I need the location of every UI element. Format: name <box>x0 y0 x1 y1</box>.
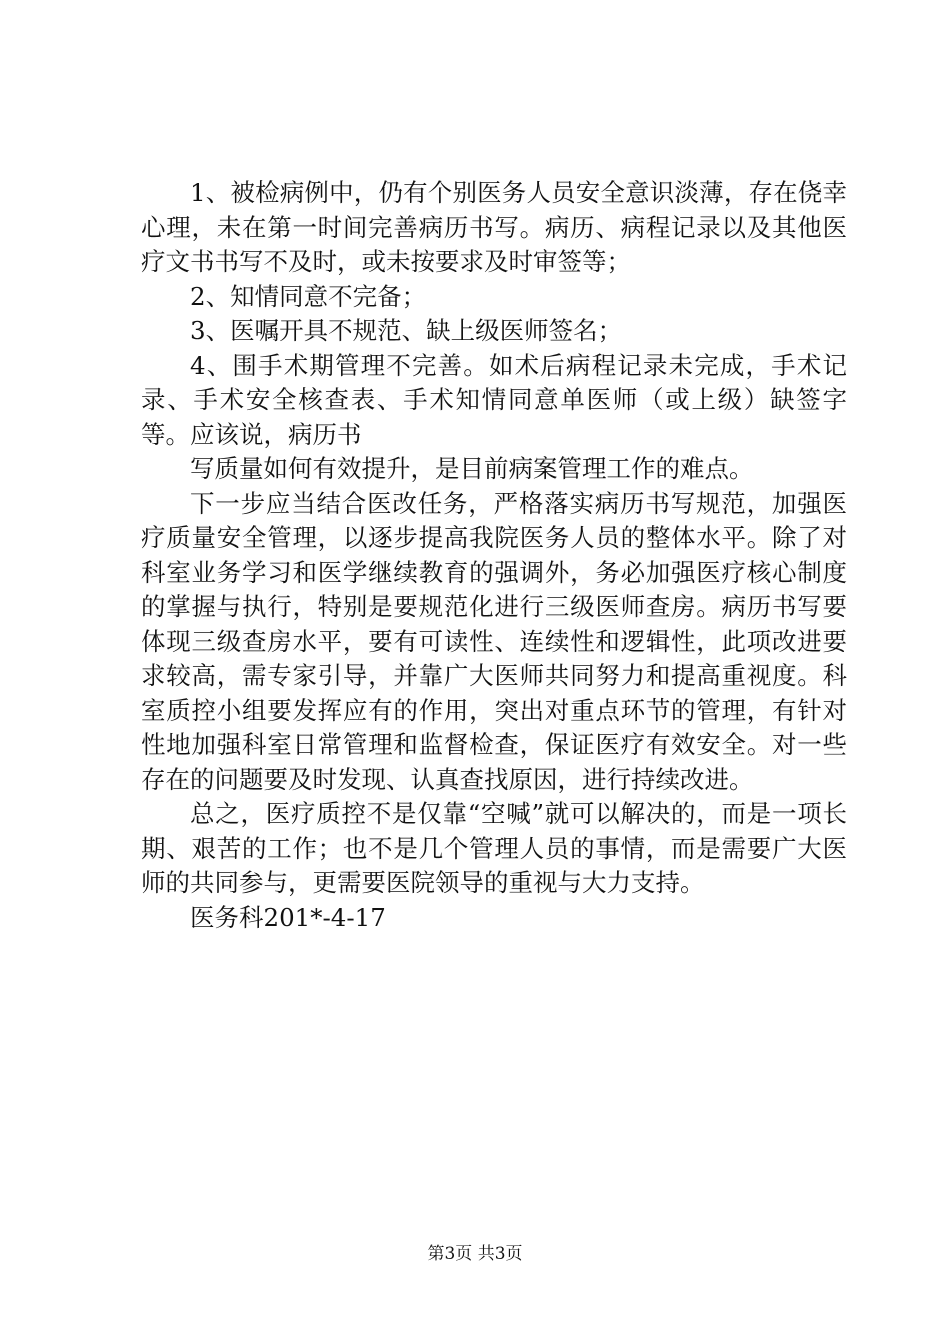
paragraph-next-steps: 下一步应当结合医改任务，严格落实病历书写规范，加强医疗质量安全管理，以逐步提高我院医务人员的整体水平。除了对科室业务学习和医学继续教育的强调外，务必加强医疗核心制度的掌握与执行，特别是要规范化进行三级医师查房。病历书写要体现三级查房水平，要有可读性、连续性和逻辑性，此项改进要求较高，需专家引导，并靠广大医师共同努力和提高重视度。科室质控小组要发挥应有的作用，突出对重点环节的管理，有针对性地加强科室日常管理和监督检查，保证医疗有效安全。对一些存在的问题要及时发现、认真查找原因，进行持续改进。 <box>141 488 847 794</box>
paragraph-issue-2: 2、知情同意不完备； <box>190 281 427 311</box>
document-body <box>141 176 847 935</box>
signature-date: 医务科201*-4-17 <box>190 902 386 932</box>
paragraph-difficulty: 写质量如何有效提升，是目前病案管理工作的难点。 <box>190 454 754 483</box>
paragraph-conclusion: 总之，医疗质控不是仅靠“空喊”就可以解决的，而是一项长期、艰苦的工作；也不是几个管理人员的事情，而是需要广大医师的共同参与，更需要医院领导的重视与大力支持。 <box>141 799 847 897</box>
page-number-footer: 第3页 共3页 <box>427 1244 523 1264</box>
paragraph-issue-4: 4、围手术期管理不完善。如术后病程记录未完成，手术记录、手术安全核查表、手术知情同意单医师（或上级）缺签字等。应该说，病历书 <box>141 350 847 449</box>
paragraph-issue-3: 3、医嘱开具不规范、缺上级医师签名； <box>190 316 623 345</box>
paragraph-issue-1: 1、被检病例中，仍有个别医务人员安全意识淡薄，存在侥幸心理，未在第一时间完善病历书写。病历、病程记录以及其他医疗文书书写不及时，或未按要求及时审签等； <box>141 178 847 276</box>
